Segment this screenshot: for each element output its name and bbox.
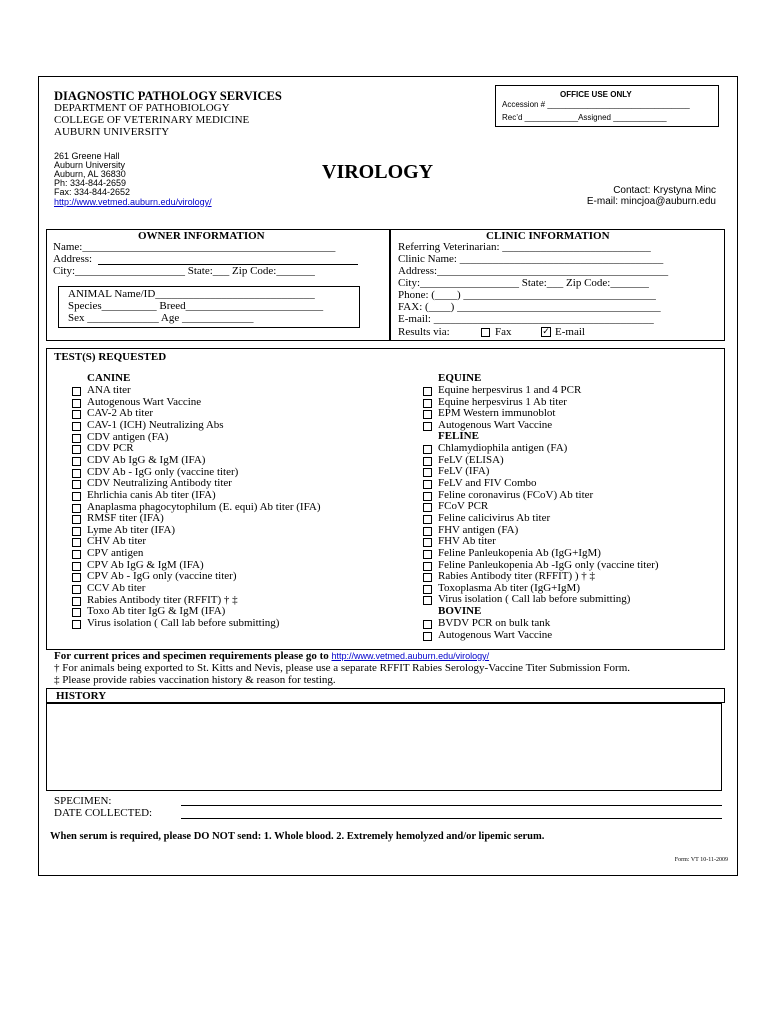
canine-test-label: ANA titer xyxy=(87,384,131,396)
canine-test-label: CDV PCR xyxy=(87,442,134,455)
feline-test-label: Feline calicivirus Ab titer xyxy=(438,511,551,524)
canine-test-checkbox[interactable] xyxy=(72,469,81,478)
clinic-name-field[interactable]: Clinic Name: _____________________________________ xyxy=(398,253,664,265)
feline-test-label: Feline Panleukopenia Ab (IgG+IgM) xyxy=(438,546,601,559)
animal-species-breed-field[interactable]: Species__________ Breed_________________________ xyxy=(68,300,324,312)
results-email-checkbox[interactable]: ✓ xyxy=(542,327,550,337)
canine-test-label: CPV antigen xyxy=(87,547,144,560)
canine-test-checkbox[interactable] xyxy=(72,457,81,466)
canine-test-label: CHV Ab titer xyxy=(87,535,147,548)
clinic-address-field[interactable]: Address:__________________________________________ xyxy=(398,265,669,277)
prices-note xyxy=(54,650,489,662)
feline-test-checkbox[interactable] xyxy=(423,468,432,477)
feline-test-label: Chlamydiophila antigen (FA) xyxy=(438,442,568,454)
address-line-3: Auburn, AL 36830 xyxy=(54,169,126,179)
received-assigned-field[interactable]: Rec’d ____________Assigned ____________ xyxy=(502,113,667,122)
canine-test-label: Lyme Ab titer (IFA) xyxy=(87,523,176,536)
feline-test-label: Feline coronavirus (FCoV) Ab titer xyxy=(438,488,594,501)
canine-test-checkbox[interactable] xyxy=(72,480,81,489)
contact-name: Contact: Krystyna Minc xyxy=(613,185,716,196)
clinic-phone-field[interactable]: Phone: (____) ___________________________________ xyxy=(398,289,656,301)
bovine-test-checkbox[interactable] xyxy=(423,620,432,629)
canine-test-checkbox[interactable] xyxy=(72,608,81,617)
dagger-note: † For animals being exported to St. Kitts and Nevis, please use a separate RFFIT Rabies Serology-Vaccine Titer Submission Form. xyxy=(54,662,631,674)
results-fax-label: Fax xyxy=(495,326,512,338)
animal-name-field[interactable]: ANIMAL Name/ID_____________________________ xyxy=(68,288,315,300)
feline-test-checkbox[interactable] xyxy=(423,527,432,536)
tests-title: TEST(S) REQUESTED xyxy=(54,351,167,363)
canine-test-checkbox[interactable] xyxy=(72,410,81,419)
address-line-1: 261 Greene Hall xyxy=(54,151,120,161)
canine-test-label: RMSF titer (IFA) xyxy=(87,512,164,525)
feline-test-label: Virus isolation ( Call lab before submitting) xyxy=(438,593,631,606)
clinic-city-field[interactable]: City:__________________ State:___ Zip Code:_______ xyxy=(398,277,649,289)
canine-test-label: CDV Ab - IgG only (vaccine titer) xyxy=(87,465,239,478)
equine-heading: EQUINE xyxy=(438,372,482,384)
bovine-test-checkbox[interactable] xyxy=(423,632,432,641)
canine-test-checkbox[interactable] xyxy=(72,445,81,454)
feline-test-checkbox[interactable] xyxy=(423,492,432,501)
canine-test-checkbox[interactable] xyxy=(72,387,81,396)
canine-test-label: CPV Ab - IgG only (vaccine titer) xyxy=(87,570,237,583)
feline-test-checkbox[interactable] xyxy=(423,562,432,571)
date-collected-label: DATE COLLECTED: xyxy=(54,807,153,819)
feline-test-checkbox[interactable] xyxy=(423,457,432,466)
canine-test-checkbox[interactable] xyxy=(72,620,81,629)
feline-test-label: FeLV and FIV Combo xyxy=(438,476,537,489)
feline-test-label: FHV antigen (FA) xyxy=(438,523,519,536)
equine-test-label: Equine herpesvirus 1 Ab titer xyxy=(438,395,567,408)
equine-test-label: EPM Western immunoblot xyxy=(438,407,556,420)
feline-test-label: FeLV (ELISA) xyxy=(438,453,504,466)
canine-test-checkbox[interactable] xyxy=(72,515,81,524)
feline-test-label: FCoV PCR xyxy=(438,500,489,513)
clinic-fax-field[interactable]: FAX: (____) _____________________________________ xyxy=(398,301,661,313)
feline-heading: FELINE xyxy=(438,430,479,442)
canine-test-label: Anaplasma phagocytophilum (E. equi) Ab titer (IFA) xyxy=(87,500,321,513)
serum-warning: When serum is required, please DO NOT send: 1. Whole blood. 2. Extremely hemolyzed and/or lipemic serum. xyxy=(50,831,545,842)
animal-sex-age-field[interactable]: Sex _____________ Age _____________ xyxy=(68,312,254,324)
canine-test-label: CPV Ab IgG & IgM (IFA) xyxy=(87,558,204,571)
date-collected-line[interactable] xyxy=(181,818,722,819)
canine-test-checkbox[interactable] xyxy=(72,492,81,501)
equine-test-label: Autogenous Wart Vaccine xyxy=(438,418,553,431)
results-fax-checkbox[interactable] xyxy=(481,328,490,337)
bovine-test-label: BVDV PCR on bulk tank xyxy=(438,617,551,629)
canine-test-checkbox[interactable] xyxy=(72,504,81,513)
canine-heading: CANINE xyxy=(87,372,131,384)
college: COLLEGE OF VETERINARY MEDICINE xyxy=(54,114,250,126)
owner-address-label: Address: xyxy=(53,253,93,265)
owner-name-field[interactable]: Name:______________________________________________ xyxy=(53,241,336,253)
address-line-2: Auburn University xyxy=(54,160,126,170)
canine-test-checkbox[interactable] xyxy=(72,585,81,594)
clinic-info-title: CLINIC INFORMATION xyxy=(486,230,610,242)
form-title: VIROLOGY xyxy=(322,161,434,183)
lab-phone: Ph: 334-844-2659 xyxy=(54,178,127,188)
equine-test-checkbox[interactable] xyxy=(423,399,432,408)
specimen-label: SPECIMEN: xyxy=(54,795,112,807)
feline-test-label: Rabies Antibody titer (RFFIT) ) † ‡ xyxy=(438,570,596,583)
contact-email: E-mail: mincjoa@auburn.edu xyxy=(586,196,716,207)
canine-test-checkbox[interactable] xyxy=(72,434,81,443)
feline-test-label: Feline Panleukopenia Ab -IgG only (vaccine titer) xyxy=(438,558,659,571)
university: AUBURN UNIVERSITY xyxy=(54,126,170,138)
feline-test-checkbox[interactable] xyxy=(423,585,432,594)
form-number: Form: VT 10-11-2009 xyxy=(674,857,728,863)
equine-test-label: Equine herpesvirus 1 and 4 PCR xyxy=(438,384,582,396)
feline-test-checkbox[interactable] xyxy=(423,573,432,582)
history-title: HISTORY xyxy=(56,690,107,702)
feline-test-checkbox[interactable] xyxy=(423,538,432,547)
bovine-heading: BOVINE xyxy=(438,605,482,617)
double-dagger-note: ‡ Please provide rabies vaccination history & reason for testing. xyxy=(54,674,336,686)
feline-test-checkbox[interactable] xyxy=(423,550,432,559)
canine-test-label: CDV Neutralizing Antibody titer xyxy=(87,477,232,490)
canine-test-label: CCV Ab titer xyxy=(87,582,146,595)
canine-test-label: CAV-2 Ab titer xyxy=(87,407,154,420)
lab-fax: Fax: 334-844-2652 xyxy=(54,187,131,197)
canine-test-label: CDV Ab IgG & IgM (IFA) xyxy=(87,453,206,466)
equine-test-checkbox[interactable] xyxy=(423,387,432,396)
bovine-test-label: Autogenous Wart Vaccine xyxy=(438,628,553,641)
referring-vet-field[interactable]: Referring Veterinarian: ___________________________ xyxy=(398,241,651,253)
canine-test-label: Ehrlichia canis Ab titer (IFA) xyxy=(87,488,216,501)
canine-test-label: CAV-1 (ICH) Neutralizing Abs xyxy=(87,418,224,431)
feline-test-checkbox[interactable] xyxy=(423,596,432,605)
feline-test-label: FHV Ab titer xyxy=(438,535,496,548)
results-via-label: Results via: xyxy=(398,326,450,338)
clinic-email-field[interactable]: E-mail: ________________________________________ xyxy=(398,313,654,325)
feline-test-label: FeLV (IFA) xyxy=(438,465,490,478)
specimen-line[interactable] xyxy=(181,805,722,806)
canine-test-label: Autogenous Wart Vaccine xyxy=(87,395,202,408)
accession-field[interactable]: Accession # ________________________________ xyxy=(502,100,690,109)
canine-test-checkbox[interactable] xyxy=(72,597,81,606)
canine-test-checkbox[interactable] xyxy=(72,550,81,559)
results-email-label: E-mail xyxy=(555,326,585,338)
canine-test-checkbox[interactable] xyxy=(72,422,81,431)
canine-test-checkbox[interactable] xyxy=(72,562,81,571)
owner-city-field[interactable]: City:____________________ State:___ Zip Code:_______ xyxy=(53,265,315,277)
canine-test-checkbox[interactable] xyxy=(72,527,81,536)
history-header-box xyxy=(46,688,725,703)
canine-test-checkbox[interactable] xyxy=(72,573,81,582)
canine-test-label: Toxo Ab titer IgG & IgM (IFA) xyxy=(87,605,226,618)
feline-test-label: Toxoplasma Ab titer (IgG+IgM) xyxy=(438,581,580,594)
canine-test-checkbox[interactable] xyxy=(72,399,81,408)
canine-test-label: Rabies Antibody titer (RFFIT) † ‡ xyxy=(87,593,238,606)
canine-test-label: Virus isolation ( Call lab before submitting) xyxy=(87,617,280,629)
prices-note-text: For current prices and specimen requirements please go to xyxy=(54,650,329,662)
prices-link[interactable]: http://www.vetmed.auburn.edu/virology/ xyxy=(331,651,490,661)
feline-test-checkbox[interactable] xyxy=(423,515,432,524)
history-textarea[interactable] xyxy=(46,703,722,791)
canine-test-checkbox[interactable] xyxy=(72,538,81,547)
feline-test-checkbox[interactable] xyxy=(423,445,432,454)
equine-test-checkbox[interactable] xyxy=(423,410,432,419)
feline-test-checkbox[interactable] xyxy=(423,503,432,512)
lab-website-link[interactable]: http://www.vetmed.auburn.edu/virology/ xyxy=(54,197,212,207)
org-title: DIAGNOSTIC PATHOLOGY SERVICES xyxy=(54,89,282,103)
department: DEPARTMENT OF PATHOBIOLOGY xyxy=(54,102,230,114)
feline-test-checkbox[interactable] xyxy=(423,480,432,489)
equine-test-checkbox[interactable] xyxy=(423,422,432,431)
canine-test-label: CDV antigen (FA) xyxy=(87,430,169,443)
owner-info-title: OWNER INFORMATION xyxy=(138,230,265,242)
office-use-title: OFFICE USE ONLY xyxy=(560,90,632,99)
